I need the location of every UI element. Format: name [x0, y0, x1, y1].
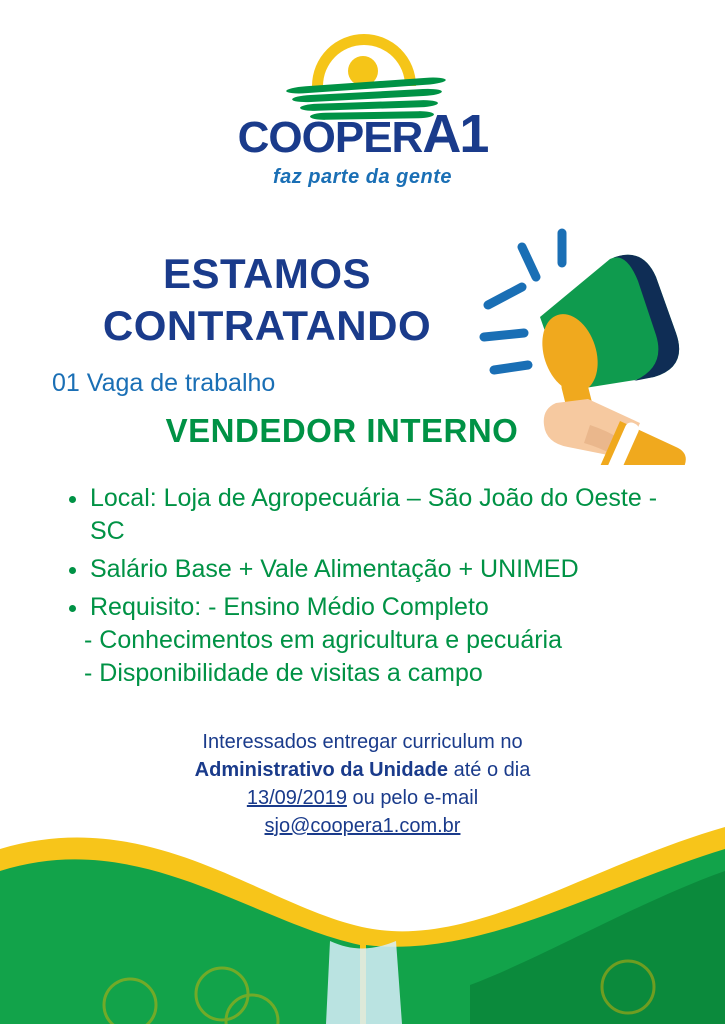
list-item-text: Local: Loja de Agropecuária – São João do Oeste - SC: [90, 484, 658, 545]
list-item-text: Salário Base + Vale Alimentação + UNIMED: [90, 555, 579, 583]
brand-logo: [0, 34, 725, 188]
footer-line-2: [0, 756, 725, 784]
headline-line-2: CONTRATANDO: [102, 302, 432, 349]
contact-email-link[interactable]: sjo@coopera1.com.br: [264, 815, 461, 837]
logo-word-main: COOPER: [237, 113, 423, 162]
headline-line-1: ESTAMOS: [162, 250, 372, 297]
list-item-text: Requisito: - Ensino Médio Completo: [90, 593, 489, 621]
logo-wordmark: [0, 104, 725, 164]
logo-tagline: faz parte da gente: [272, 166, 453, 188]
job-title: VENDEDOR INTERNO: [165, 412, 519, 449]
decorative-waves: [0, 809, 725, 1024]
list-item: [90, 553, 682, 586]
footer-line-1: Interessados entregar curriculum no: [202, 731, 523, 753]
vacancy-count: 01 Vaga de trabalho: [52, 369, 276, 397]
page-title: [52, 248, 482, 352]
list-item: [90, 482, 682, 548]
list-item-subline: - Conhecimentos em agricultura e pecuária: [84, 626, 563, 654]
footer-department: Administrativo da Unidade: [194, 759, 449, 781]
footer-line-3: [0, 784, 725, 812]
logo-word-accent: A1: [422, 104, 488, 164]
job-details-list: [62, 482, 682, 695]
list-item: [84, 591, 682, 690]
deadline-date: 13/09/2019: [246, 787, 347, 809]
list-item-subline: - Disponibilidade de visitas a campo: [84, 659, 483, 687]
footer-deadline-label: até o dia: [448, 759, 531, 781]
footer-email-label: ou pelo e-mail: [346, 787, 479, 809]
